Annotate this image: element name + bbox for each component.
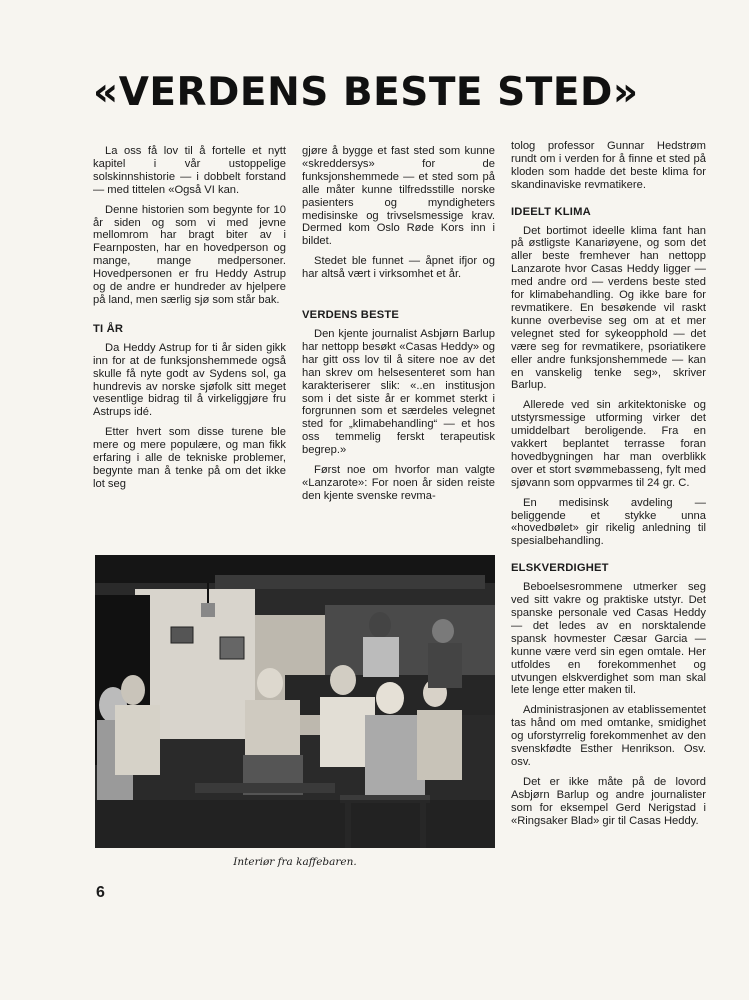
section-heading: IDEELT KLIMA: [511, 205, 591, 218]
paragraph: Beboelsesrommene utmerker seg ved sitt vakre og praktiske utstyr. Det spanske personale ved Casas Heddy — det ledes av en norsktalende spansk hovmester Cæsar Garcia — kunne være verd sin egen omtale. Her utfoldes en forekommenhet og utvungen elskverdighet som man skal lete lenge etter maken til.: [511, 581, 706, 697]
paragraph: La oss få lov til å fortelle et nytt kapitel i vår ustoppelige solskinnshistorie — i dobbelt forstand — med tittelen «Også VI kan.: [93, 145, 286, 196]
paragraph: En medisinsk avdeling — beliggende et stykke unna «hovedbølet» gir rikelig anledning til spesialbehandling.: [511, 496, 706, 548]
paragraph: Det er ikke måte på de lovord Asbjørn Barlup og andre journalister som for eksempel Gerd Nerigstad i «Ringsaker Blad» gir til Casas Heddy.: [511, 775, 706, 827]
paragraph: Etter hvert som disse turene ble mere og mere populære, og man fikk erfaring i alle de tekniske problemer, begynte man å tenke på om det ikke lot seg: [93, 426, 286, 490]
cafe-interior-photo: [95, 555, 495, 848]
paragraph: Først noe om hvorfor man valgte «Lanzarote»: For noen år siden reiste den kjente svenske revma-: [302, 464, 495, 502]
article-column-1: [93, 145, 286, 498]
paragraph: gjøre å bygge et fast sted som kunne «skreddersys» for de funksjonshemmede — et sted som på alle måter kunne tilfredsstille norske pasienters og myndigheters medisinske og trivselsmessige krav. Dermed kom Oslo Røde Kors inn i bildet.: [302, 145, 495, 248]
photo-caption: Interiør fra kaffebaren.: [233, 856, 357, 868]
paragraph: Da Heddy Astrup for ti år siden gikk inn for at de funksjonshemmede også skulle få nyte godt av Sydens sol, ga hundrevis av norske sjøfolk sitt meget vesentlige bidrag til å virkeliggjøre fru Astrups idé.: [93, 341, 286, 419]
paragraph: Stedet ble funnet — åpnet ifjor og har altså vært i virksomhet et år.: [302, 255, 495, 281]
article-column-2: [302, 145, 495, 510]
paragraph: Det bortimot ideelle klima fant han på østligste Kanariøyene, og som det aller beste fremhever han nettopp Lanzarote hvor Casas Heddy ligger — med andre ord — verdens beste sted for klimabehandling. Og ikke bare for revmatikere. En besøkende vil raskt kunne overbevise seg om at et mer velegnet sted for sykeopphold — det være seg for revmatikere, psoriatikere eller andre funksjonshemmede — kan en vanskelig tenke seg», skriver Barlup.: [511, 224, 706, 392]
paragraph: Den kjente journalist Asbjørn Barlup har nettopp besøkt «Casas Heddy» og har gitt oss lov til å sitere noe av det han skrev om helsesenteret som han karakteriserer slik: «..en institusjon som i det siste år er kommet sterkt i forgrunnen som et særdeles velegnet sted for „klimabehandling“ — et hos oss temmelig ferskt terapeutisk begrep.»: [302, 327, 495, 457]
section-heading: ELSKVERDIGHET: [511, 562, 609, 575]
page-number: 6: [96, 884, 105, 901]
paragraph: Administrasjonen av etablissementet tas hånd om med omtanke, smidighet og uforstyrrelig forekommenhet av den svenskfødte Esther Henrikson. Osv. osv.: [511, 704, 706, 768]
section-heading: TI ÅR: [93, 322, 124, 335]
headline: «VERDENS BESTE STED»: [93, 70, 639, 115]
paragraph: tolog professor Gunnar Hedstrøm rundt om i verden for å finne et sted på kloden som hadde det beste klima for skandinaviske revmatikere.: [511, 140, 706, 191]
paragraph: Denne historien som begynte for 10 år siden og som vi med jevne mellomrom har bragt biter av i Fearnposten, har en hovedperson og mange, mange medpersoner. Hovedpersonen er fru Heddy Astrup og de andre er hundreder av hjelpere på land, men særlig sjø som står bak.: [93, 203, 286, 306]
paragraph: Allerede ved sin arkitektoniske og utstyrsmessige utforming virker det umiddelbart beroligende. Fra en vakkert beplantet terrasse foran hovedbygningen har man overblikk over et stort svømmebasseng, fylt med sjøvann som oppvarmes til 24 gr. C.: [511, 399, 706, 489]
section-heading: VERDENS BESTE: [302, 309, 400, 322]
article-column-3: [511, 140, 706, 835]
